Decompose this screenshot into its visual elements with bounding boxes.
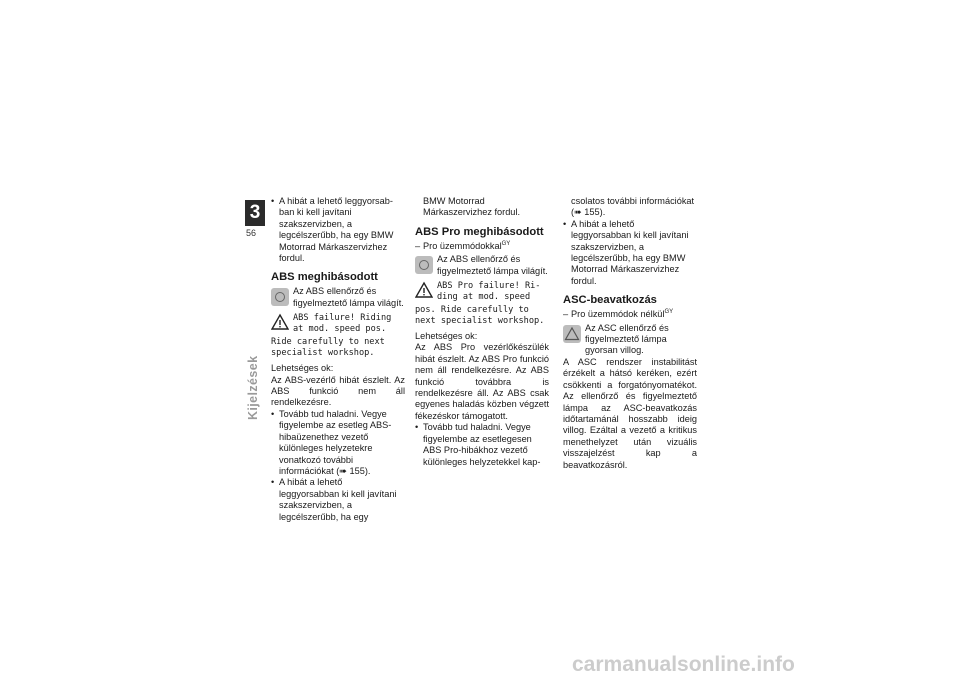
abs-lamp-icon <box>271 288 289 306</box>
intervention-paragraph: A ASC rendszer instabilitást érzékelt a hátsó keréken, ezért csökkenti a forgatónyomatékot. Az ellenőrző és figyelmeztető lámpa az ASC-beavatkozás időtartamánál hosszabb ideig villog. Ezáltal a vezető a kritikus menethelyzet után vizuális visszajelzést kap a beavatkozásról. <box>563 356 697 470</box>
cause-paragraph: Az ABS-vezérlő hibát észlelt. Az ABS funkció nem áll rendelkezésre. <box>271 374 405 408</box>
cause-label: Lehetséges ok: <box>271 363 334 374</box>
warning-row <box>415 279 549 303</box>
section-title-asc-intervention: ASC-beavatkozás <box>563 294 657 307</box>
warning-triangle-icon <box>271 313 289 331</box>
side-tab-label: Kijelzések <box>246 355 260 420</box>
lamp-text: Az ABS ellenőrző és figyelmeztető lámpa világít. <box>293 286 404 308</box>
bullet-item: • A hibát a lehető leggyorsabban ki kell javítani szakszervizben, a legcélszerűbb, ha egy BMW Motorrad Márkaszervizhez fordul. <box>563 219 697 287</box>
warning-message-bottom <box>415 305 549 327</box>
bullet-item: • Tovább tud haladni. Vegye figyelembe az esetlegesen ABS Pro-hibákhoz vezető különleges helyzetekkel kap- <box>415 422 549 468</box>
section-title-abs-fault: ABS meghibásodott <box>271 271 378 284</box>
abs-lamp-icon <box>415 256 433 274</box>
warning-line: ABS failure! Riding <box>293 313 392 324</box>
warning-triangle-icon <box>415 281 433 299</box>
column-3 <box>563 196 697 471</box>
page-number: 56 <box>246 228 257 238</box>
lamp-row <box>415 254 549 277</box>
condition-line <box>563 309 697 320</box>
chapter-tab: 3 <box>245 200 265 226</box>
warning-line: next specialist workshop. <box>415 316 545 327</box>
warning-line: specialist workshop. <box>271 348 375 359</box>
bullet-item: • A hibát a lehető leggyorsab-ban ki kell javítani szakszervizben, a legcélszerűbb, ha egy BMW Motorrad Márkaszervizhez fordul. <box>271 196 405 264</box>
column-2 <box>415 196 549 468</box>
warning-message-top <box>293 313 391 335</box>
warning-row <box>271 311 405 335</box>
lamp-text: Az ABS ellenőrző és figyelmeztető lámpa világít. <box>437 254 548 276</box>
lamp-row <box>271 286 405 309</box>
warning-line: at mod. speed pos. <box>293 324 387 335</box>
condition-sup: GY <box>501 240 511 247</box>
lamp-text: Az ASC ellenőrző és figyelmeztető lámpa gyorsan villog. <box>585 322 669 356</box>
column-1 <box>271 196 405 523</box>
warning-message-bottom <box>271 337 405 359</box>
cause-paragraph: Az ABS Pro vezérlőkészülék hibát észlelt. Az ABS Pro funkció nem áll rendelkezésre. Az ABS funkció továbbra is rendelkezésre áll. Az ABS csak egyenes haladás közben végzett fékezéskor támogatott. <box>415 342 549 421</box>
continued-text: csolatos további információkat (➠ 155). <box>571 196 695 218</box>
section-title-abs-pro-fault: ABS Pro meghibásodott <box>415 225 544 238</box>
warning-line: ABS Pro failure! Ri- <box>437 281 541 292</box>
condition-line <box>415 241 549 252</box>
lamp-row <box>563 323 697 357</box>
condition-text: Pro üzemmódok nélkül <box>571 309 665 320</box>
cause-label: Lehetséges ok: <box>415 331 478 342</box>
warning-line: pos. Ride carefully to <box>415 305 529 316</box>
asc-lamp-icon <box>563 325 581 343</box>
condition-sup: GY <box>664 309 674 316</box>
condition-text: Pro üzemmódokkal <box>423 240 502 251</box>
warning-line: ding at mod. speed <box>437 292 531 303</box>
warning-message-top <box>437 281 540 303</box>
side-tab <box>244 340 268 420</box>
bullet-item: • Tovább tud haladni. Vegye figyelembe az esetleg ABS-hibaüzenethez vezető különleges helyzetekre vonatkozó további információkat (➠ 155). <box>271 409 405 477</box>
bullet-item: • A hibát a lehető leggyorsabban ki kell javítani szakszervizben, a legcélszerűbb, ha egy <box>271 477 405 523</box>
warning-line: Ride carefully to next <box>271 337 385 348</box>
continued-text: BMW Motorrad Márkaszervizhez fordul. <box>423 196 521 218</box>
watermark: carmanualsonline.info <box>572 653 795 676</box>
